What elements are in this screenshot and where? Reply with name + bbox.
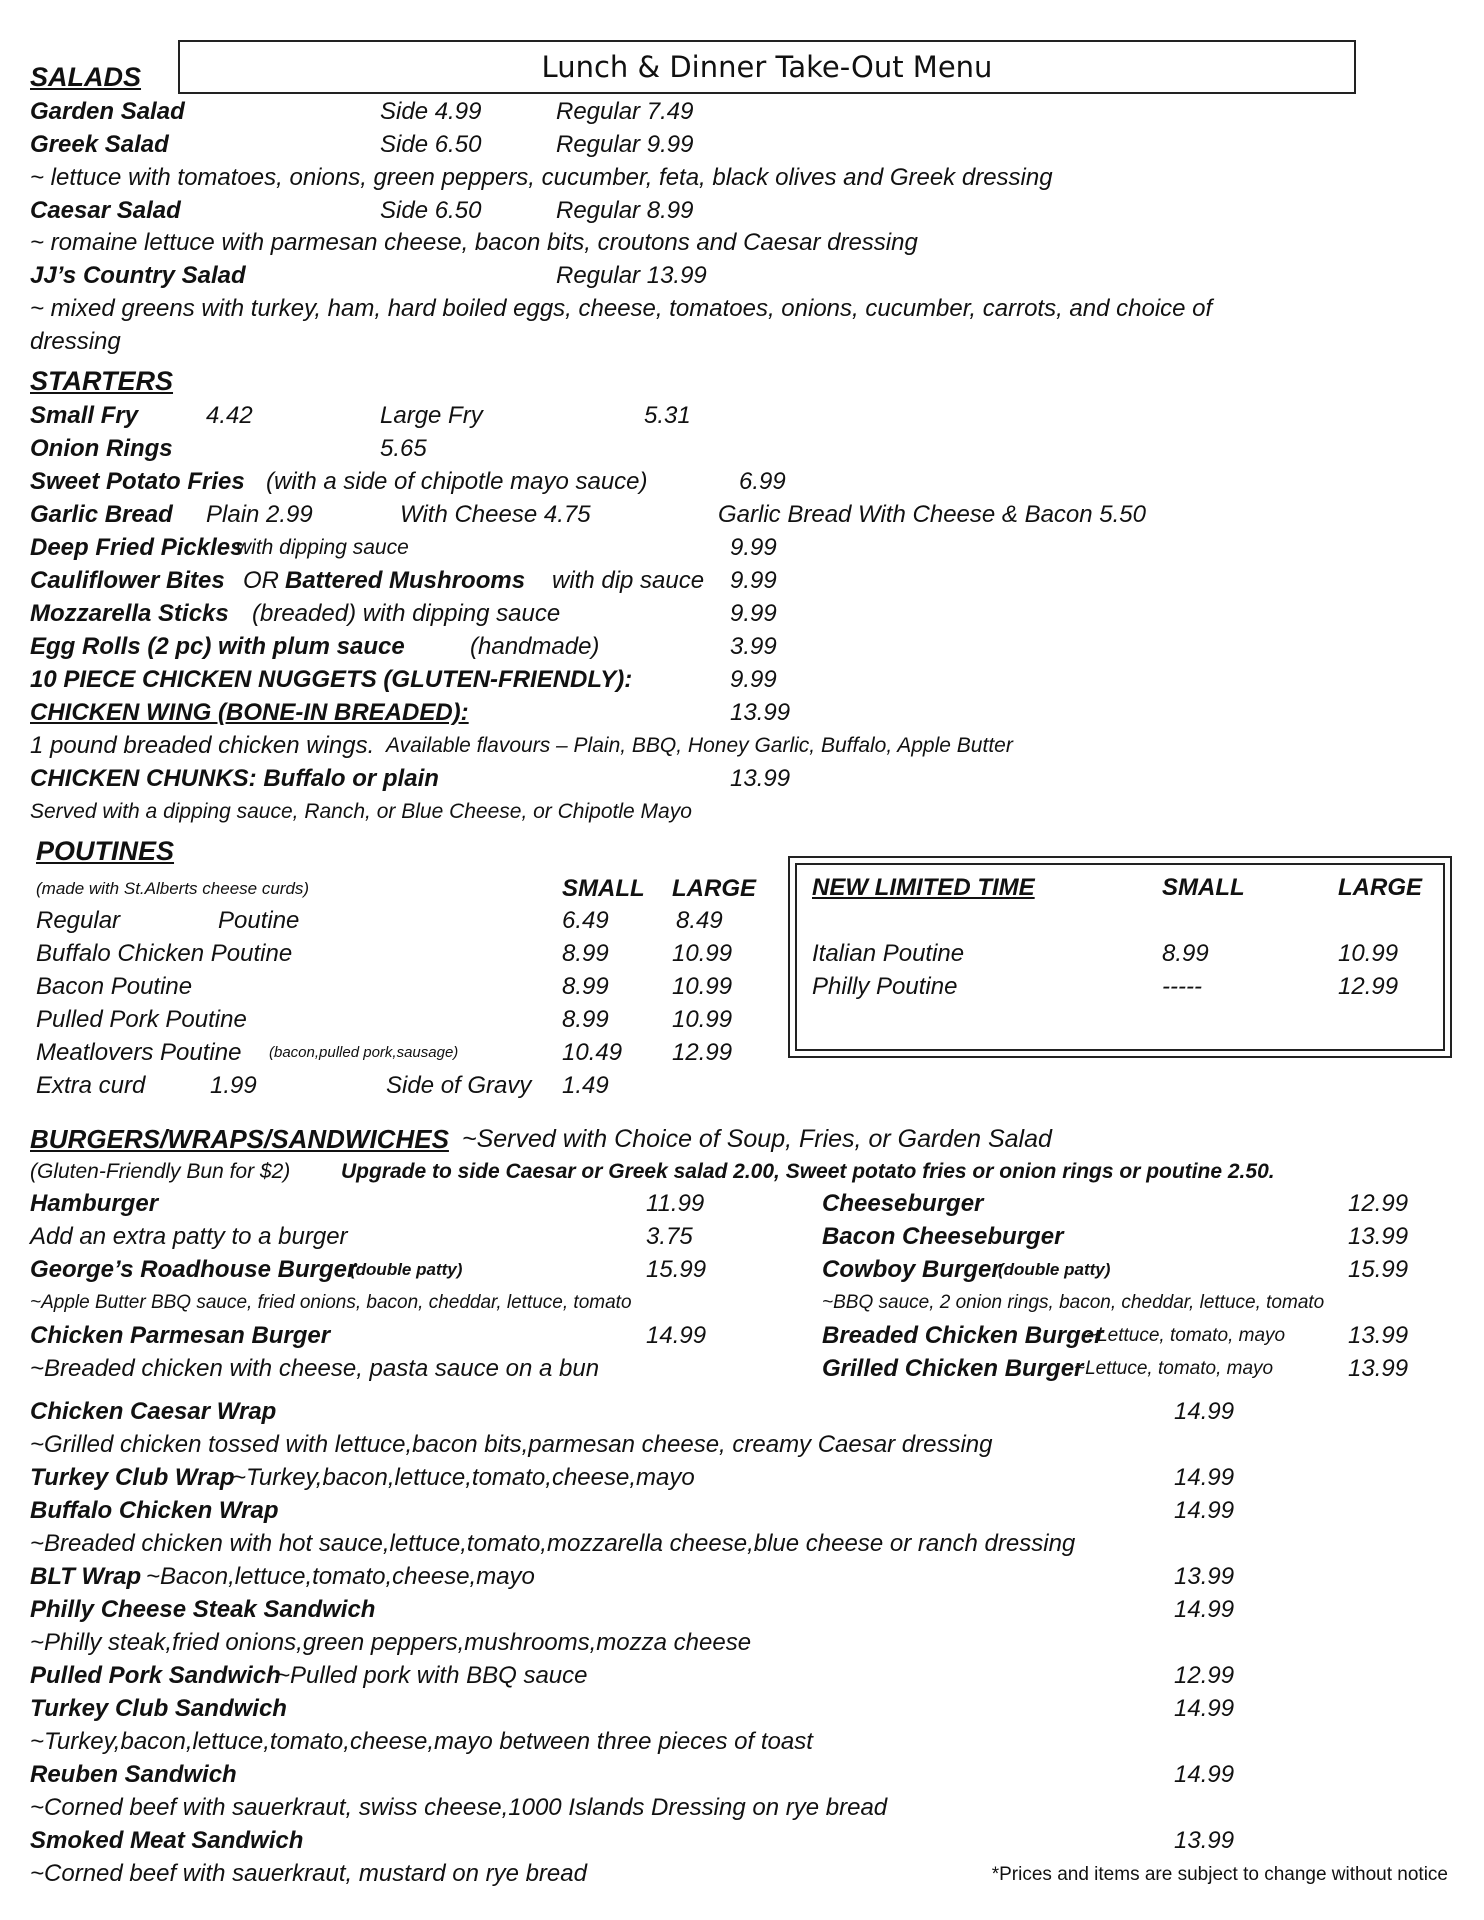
item-price: 14.99 [1174,1464,1235,1491]
regular-price: Regular 7.49 [556,98,694,125]
item-name: Regular [36,907,121,934]
buffalo-wrap-desc: ~Breaded chicken with hot sauce,lettuce,tomato,mozzarella cheese,blue cheese or ranch dressing [30,1530,1076,1557]
small-price: 8.99 [562,940,609,967]
item-name: Cowboy Burger [822,1256,1001,1283]
item-price: 9.99 [730,600,777,627]
item-name: Garden Salad [30,98,185,125]
item-note: ~Pulled pork with BBQ sauce [276,1662,588,1689]
country-salad-desc: ~ mixed greens with turkey, ham, hard boiled eggs, cheese, tomatoes, onions, cucumber, carrots, and choice of [30,295,1213,322]
regular-price: Regular 8.99 [556,197,694,224]
item-name: Turkey Club Wrap [30,1464,235,1491]
item-name: Greek Salad [30,131,169,158]
item-price: 3.75 [646,1223,693,1250]
large-price: 10.99 [672,973,733,1000]
col-small: SMALL [1162,874,1245,901]
large-price: 12.99 [1338,973,1399,1000]
item-name: Large Fry [380,402,483,429]
item-price: 9.99 [730,666,777,693]
item-price: 13.99 [1174,1827,1235,1854]
item-name: CHICKEN CHUNKS: Buffalo or plain [30,765,439,792]
col-large: LARGE [1338,874,1422,901]
item-price: 5.65 [380,435,427,462]
item-name: Philly Poutine [812,973,958,1000]
item-price: 1.99 [210,1072,257,1099]
item-note: with dipping sauce [236,536,409,559]
item-name: Onion Rings [30,435,173,462]
cheese-bacon-price: Garlic Bread With Cheese & Bacon 5.50 [718,501,1147,528]
item-name: Breaded Chicken Burger [822,1322,1104,1349]
item-name: Bacon Poutine [36,973,193,1000]
item-note: (bacon,pulled pork,sausage) [269,1044,459,1061]
side-price: Side 6.50 [380,197,482,224]
item-name: Extra curd [36,1072,146,1099]
item-name: Mozzarella Sticks [30,600,229,627]
item-name: George’s Roadhouse Burger [30,1256,357,1283]
large-price: 10.99 [672,1006,733,1033]
item-note: ~Lettuce, tomato, mayo [1086,1325,1286,1346]
item-name: Poutine [218,907,300,934]
item-name: Add an extra patty to a burger [30,1223,348,1250]
item-name: Chicken Parmesan Burger [30,1322,331,1349]
menu-title: Lunch & Dinner Take-Out Menu [178,40,1356,94]
regular-price: Regular 13.99 [556,262,707,289]
item-note: with dip sauce [552,567,705,594]
item-note: (double patty) [350,1260,463,1279]
poutine-note: (made with St.Alberts cheese curds) [36,879,310,898]
item-name: BLT Wrap [30,1563,142,1590]
item-price: 14.99 [1174,1497,1235,1524]
item-price: 12.99 [1174,1662,1235,1689]
item-price: 3.99 [730,633,777,660]
greek-salad-desc: ~ lettuce with tomatoes, onions, green peppers, cucumber, feta, black olives and Greek dressing [30,164,1053,191]
item-price: 13.99 [1348,1355,1409,1382]
country-salad-desc-cont: dressing [30,328,121,355]
wings-desc-b: Available flavours – Plain, BBQ, Honey Garlic, Buffalo, Apple Butter [386,734,1013,757]
small-price: 8.99 [562,1006,609,1033]
item-name: Side of Gravy [386,1072,532,1099]
item-name: Cauliflower Bites [30,567,225,594]
item-price: 12.99 [1348,1190,1409,1217]
item-price: 13.99 [1348,1223,1409,1250]
item-price: 4.42 [206,402,253,429]
col-small: SMALL [562,875,645,902]
item-note: (double patty) [998,1260,1111,1279]
burgers-heading-note: ~Served with Choice of Soup, Fries, or Garden Salad [462,1125,1052,1153]
item-note: ~Turkey,bacon,lettuce,tomato,cheese,mayo [232,1464,695,1491]
small-price: 10.49 [562,1039,623,1066]
item-name: Grilled Chicken Burger [822,1355,1084,1382]
burgers-heading: BURGERS/WRAPS/SANDWICHES [30,1124,449,1154]
plain-price: Plain 2.99 [206,501,313,528]
price-change-footnote: *Prices and items are subject to change without notice [991,1864,1448,1885]
item-price: 14.99 [1174,1695,1235,1722]
large-price: 8.49 [676,907,723,934]
item-name: Turkey Club Sandwich [30,1695,287,1722]
item-name: JJ’s Country Salad [30,262,246,289]
item-price: 5.31 [644,402,691,429]
item-price: 15.99 [1348,1256,1409,1283]
item-price: 14.99 [1174,1398,1235,1425]
item-name: Reuben Sandwich [30,1761,237,1788]
small-price: ----- [1162,973,1202,1000]
poutines-heading: POUTINES [36,836,175,866]
reuben-sandwich-desc: ~Corned beef with sauerkraut, swiss cheese,1000 Islands Dressing on rye bread [30,1794,888,1821]
small-price: 8.99 [1162,940,1209,967]
col-large: LARGE [672,875,756,902]
large-price: 12.99 [672,1039,733,1066]
regular-price: Regular 9.99 [556,131,694,158]
small-price: 6.49 [562,907,609,934]
item-name: Deep Fried Pickles [30,534,244,561]
item-name: Caesar Salad [30,197,181,224]
large-price: 10.99 [1338,940,1399,967]
item-price: 14.99 [1174,1596,1235,1623]
item-price: 14.99 [1174,1761,1235,1788]
item-desc: ~Apple Butter BBQ sauce, fried onions, bacon, cheddar, lettuce, tomato [30,1292,632,1313]
item-note: ~Bacon,lettuce,tomato,cheese,mayo [146,1563,535,1590]
item-name: Battered Mushrooms [285,567,526,594]
item-name: Bacon Cheeseburger [822,1223,1064,1250]
item-price: 13.99 [1348,1322,1409,1349]
with-cheese-price: With Cheese 4.75 [400,501,591,528]
item-name: Egg Rolls (2 pc) with plum sauce [30,633,405,660]
item-name: Small Fry [30,402,139,429]
upgrade-note: Upgrade to side Caesar or Greek salad 2.00, Sweet potato fries or onion rings or poutine 2.50. [341,1160,1275,1183]
item-note: (handmade) [470,633,600,660]
item-note: (with a side of chipotle mayo sauce) [266,468,648,495]
item-price: 6.99 [739,468,786,495]
item-price: 13.99 [1174,1563,1235,1590]
item-price: 1.49 [562,1072,609,1099]
item-name: Cheeseburger [822,1190,984,1217]
smoked-meat-sandwich-desc: ~Corned beef with sauerkraut, mustard on rye bread [30,1860,587,1887]
item-desc: ~Breaded chicken with cheese, pasta sauce on a bun [30,1355,600,1382]
or-text: OR [243,567,279,594]
item-name: CHICKEN WING (BONE-IN BREADED): [30,699,469,726]
item-price: 9.99 [730,534,777,561]
small-price: 8.99 [562,973,609,1000]
turkey-club-sandwich-desc: ~Turkey,bacon,lettuce,tomato,cheese,mayo between three pieces of toast [30,1728,813,1755]
side-price: Side 4.99 [380,98,482,125]
item-name: Philly Cheese Steak Sandwich [30,1596,376,1623]
starters-heading: STARTERS [30,366,174,396]
item-name: Italian Poutine [812,940,965,967]
item-price: 13.99 [730,765,791,792]
wings-desc-a: 1 pound breaded chicken wings. [30,732,375,759]
item-name: Pulled Pork Poutine [36,1006,247,1033]
item-price: 11.99 [646,1190,705,1217]
item-price: 9.99 [730,567,777,594]
limited-heading: NEW LIMITED TIME [812,874,1035,901]
item-desc: ~BBQ sauce, 2 onion rings, bacon, cheddar, lettuce, tomato [822,1292,1325,1313]
caesar-wrap-desc: ~Grilled chicken tossed with lettuce,bacon bits,parmesan cheese, creamy Caesar dressing [30,1431,993,1458]
item-name: Pulled Pork Sandwich [30,1662,281,1689]
philly-sandwich-desc: ~Philly steak,fried onions,green peppers,mushrooms,mozza cheese [30,1629,752,1656]
item-name: Hamburger [30,1190,159,1217]
item-price: 13.99 [730,699,791,726]
item-name: Chicken Caesar Wrap [30,1398,277,1425]
chunks-desc: Served with a dipping sauce, Ranch, or Blue Cheese, or Chipotle Mayo [30,800,692,823]
item-note: ~Lettuce, tomato, mayo [1074,1358,1274,1379]
item-name: Garlic Bread [30,501,173,528]
item-note: (breaded) with dipping sauce [252,600,561,627]
item-price: 15.99 [646,1256,707,1283]
item-name: 10 PIECE CHICKEN NUGGETS (GLUTEN-FRIENDLY): [30,666,633,693]
item-name: Smoked Meat Sandwich [30,1827,304,1854]
caesar-salad-desc: ~ romaine lettuce with parmesan cheese, bacon bits, croutons and Caesar dressing [30,229,918,256]
large-price: 10.99 [672,940,733,967]
item-name: Buffalo Chicken Poutine [36,940,293,967]
item-price: 14.99 [646,1322,707,1349]
side-price: Side 6.50 [380,131,482,158]
item-name: Buffalo Chicken Wrap [30,1497,279,1524]
gluten-free-note: (Gluten-Friendly Bun for $2) [30,1160,291,1183]
item-name: Sweet Potato Fries [30,468,245,495]
salads-heading: SALADS [30,62,142,92]
item-name: Meatlovers Poutine [36,1039,242,1066]
